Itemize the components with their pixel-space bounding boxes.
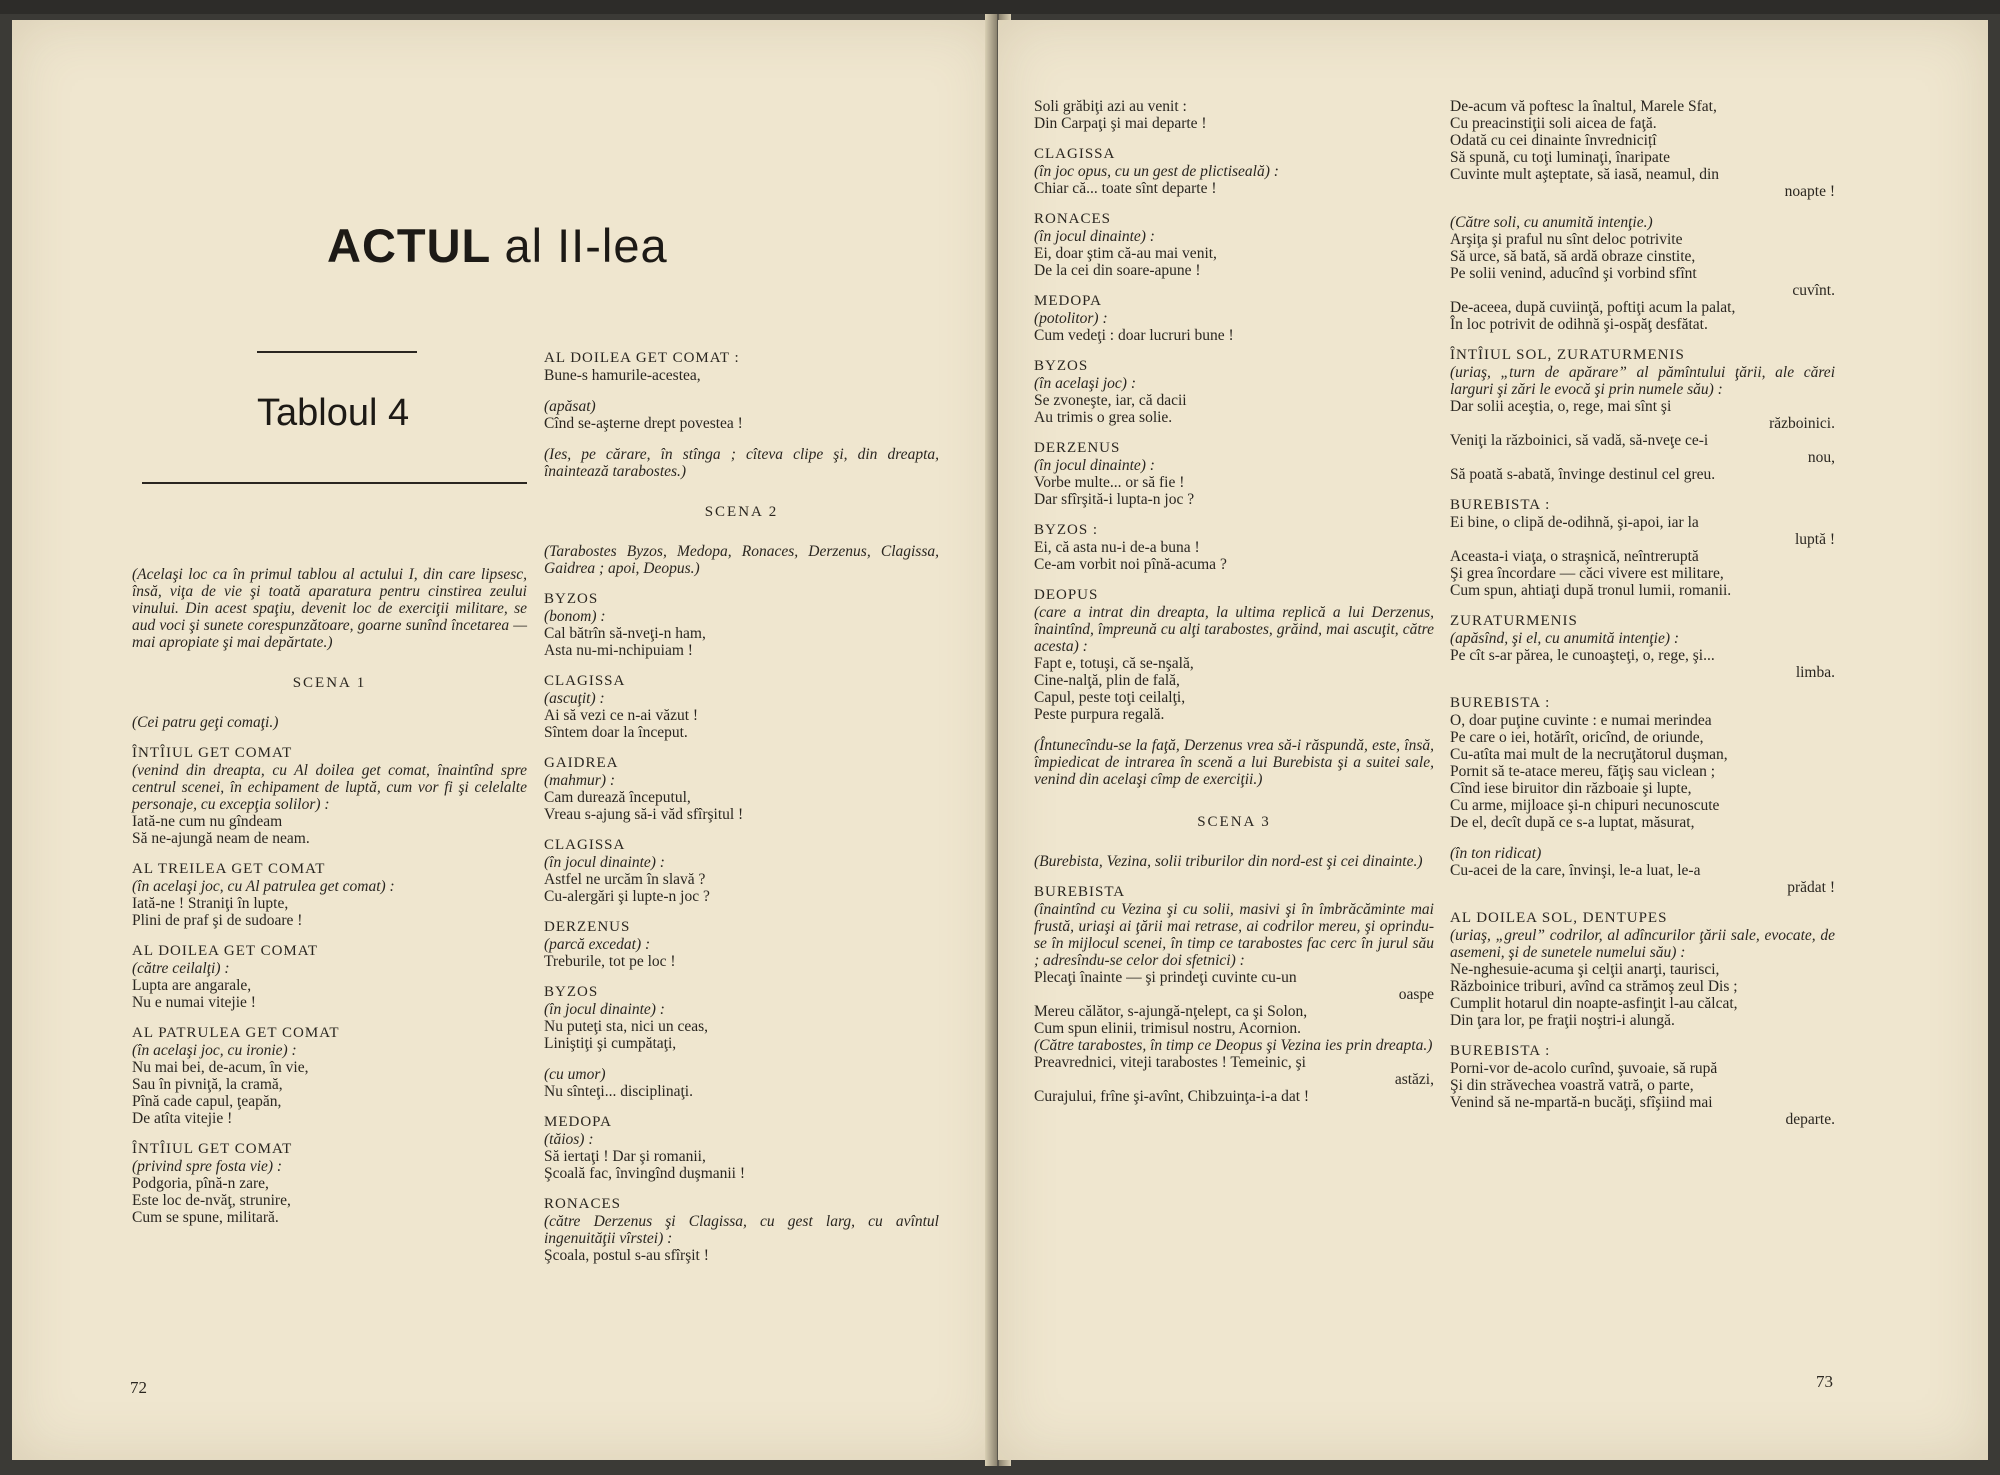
speaker-name: CLAGISSA (544, 673, 626, 689)
verse-line: Din ţara lor, pe fraţii noştri-i alungă. (1450, 1012, 1675, 1029)
verse-line: Pornit să te-atace mereu, făţiş sau viclean ; (1450, 763, 1716, 780)
verse-line: Aceasta-i viaţa, o straşnică, neîntreruptă (1450, 548, 1699, 565)
page-number-right: 73 (1816, 1372, 1833, 1391)
verse-line: Să urce, să bată, să ardă obraze cinstite, (1450, 248, 1696, 265)
dialogue-block (544, 1066, 939, 1100)
verse-line: Nu sînteţi... disciplinaţi. (544, 1083, 693, 1100)
scanner-edge (0, 0, 2000, 14)
stage-direction: (în jocul dinainte) : (544, 854, 665, 871)
stage-direction: (în acelaşi joc, cu ironie) : (132, 1042, 297, 1059)
stage-direction: (venind din dreapta, cu Al doilea get comat, înaintînd spre centrul scenei, în echipament de luptă, cum vor fi şi celelalte personaje, cu excepţia solilor) : (132, 762, 527, 813)
verse-line: Cum spun elinii, trimisul nostru, Acornion. (1034, 1020, 1301, 1037)
verse-line: Nu puteţi sta, nici un ceas, (544, 1018, 708, 1035)
scene-2-end-direction: (Întunecîndu-se la faţă, Derzenus vrea să-i răspundă, este, însă, împiedicat de intrarea în scenă a lui Burebista şi a suitei sale, venind din acelaşi cîmp de exerciţii.) (1034, 737, 1434, 788)
verse-line: Cam durează începutul, (544, 789, 691, 806)
verse-line: Porni-vor de-acolo curînd, şuvoaie, să rupă (1450, 1060, 1718, 1077)
verse-line: Cu arme, mijloace şi-n chipuri necunoscute (1450, 797, 1720, 814)
dialogue-block (1034, 587, 1434, 723)
speaker-name: GAIDREA (544, 755, 619, 771)
intro-stage-direction: (Acelaşi loc ca în primul tablou al actului I, din care lipsesc, însă, viţa de vie şi toată aparatura pentru cinstirea zeului vinului. Din acest spaţiu, devenit loc de exerciţii militare, se aud voci şi sunete corespunzătoare, goarne sunînd încetarea — mai apropiate şi mai depărtate.) (132, 566, 527, 651)
dialogue-block (544, 984, 939, 1052)
speaker-name: AL DOILEA SOL, DENTUPES (1450, 910, 1668, 926)
verse-line: Războinice triburi, avînd ca strămoş zeul Dis ; (1450, 978, 1738, 995)
verse-line: Pe solii venind, aducînd şi vorbind sfînt (1450, 265, 1697, 282)
verse-line: oaspe (1398, 986, 1434, 1003)
speaker-name: ZURATURMENIS (1450, 613, 1578, 629)
verse-line: Vorbe multe... or să fie ! (1034, 474, 1185, 491)
dialogue-block (544, 837, 939, 905)
verse-line: Şi din străvechea voastră vatră, o parte, (1450, 1077, 1694, 1094)
verse-line: Dar sfîrşită-i lupta-n joc ? (1034, 491, 1195, 508)
verse-line: noapte ! (1784, 183, 1835, 200)
stage-direction: (tăios) : (544, 1131, 594, 1148)
speaker-name: BUREBISTA : (1450, 1043, 1551, 1059)
verse-line: Pe care o iei, hotărît, oricînd, de oriunde, (1450, 729, 1704, 746)
dialogue-block (544, 398, 939, 432)
verse-line: Cînd se-aşterne drept povestea ! (544, 415, 743, 432)
stage-direction: (înaintînd cu Vezina şi cu solii, masivi şi în îmbrăcăminte mai frustă, uriaşi ai ţării mai retrase, ai codrilor mereu, şi oprindu-se în mijlocul scenei, în timp ce tarabostes fac cerc în jurul său ; adresîndu-se celor doi sfetnici) : (1034, 901, 1434, 969)
verse-line: Ei, doar ştim că-au mai venit, (1034, 245, 1217, 262)
verse-line: Ei bine, o clipă de-odihnă, şi-apoi, iar la (1450, 514, 1699, 531)
scene-2-dialogue-continued (1034, 98, 1434, 723)
dialogue-block (544, 591, 939, 659)
stage-direction: (privind spre fosta vie) : (132, 1158, 283, 1175)
stage-direction: (Către tarabostes, în timp ce Deopus şi Vezina ies prin dreapta.) (1034, 1037, 1433, 1054)
scene-3-dialogue (1450, 98, 1835, 1128)
verse-line: Pe cît s-ar părea, le cunoaşteţi, o, rege, şi... (1450, 647, 1715, 664)
scene-1-heading: SCENA 1 (292, 675, 367, 691)
verse-line: Mereu călător, s-ajungă-nţelept, ca şi Solon, (1034, 1003, 1308, 1020)
verse-line: Şcoală fac, învingînd duşmanii ! (544, 1165, 746, 1182)
verse-line: Cînd iese biruitor din războaie şi lupte, (1450, 780, 1692, 797)
page-number-left: 72 (130, 1378, 147, 1397)
verse-line: Asta nu-mi-nchipuiam ! (544, 642, 693, 659)
verse-line: Sau în pivniţă, la cramă, (132, 1076, 283, 1093)
verse-line: De atîta vitejie ! (132, 1110, 233, 1127)
verse-line: Nu e numai vitejie ! (132, 994, 256, 1011)
verse-line: Cine-nalţă, plin de fală, (1034, 672, 1180, 689)
speaker-name: ÎNTÎIUL GET COMAT (132, 745, 293, 761)
stage-direction: (în jocul dinainte) : (1034, 457, 1155, 474)
verse-line: De-acum vă poftesc la înaltul, Marele Sfat, (1450, 98, 1717, 115)
stage-direction: (uriaş, „greul” codrilor, al adîncurilor ţării sale, evocate, de asemeni, şi de sunetele numelui său) : (1450, 927, 1835, 961)
dialogue-block (132, 745, 527, 847)
verse-line: Cal bătrîn să-nveţi-n ham, (544, 625, 706, 642)
act-title (327, 218, 668, 273)
speaker-name: RONACES (1034, 211, 1112, 227)
verse-line: Bune-s hamurile-acestea, (544, 367, 701, 384)
stage-direction: (către Derzenus şi Clagissa, cu gest larg, cu avîntul ingenuităţii vîrstei) : (544, 1213, 939, 1247)
speaker-name: ÎNTÎIUL SOL, ZURATURMENIS (1450, 347, 1685, 363)
speaker-name: AL DOILEA GET COMAT (132, 943, 319, 959)
verse-line: Cu-alergări şi lupte-n joc ? (544, 888, 710, 905)
verse-line: prădat ! (1787, 879, 1835, 896)
verse-line: Şi grea încordare — căci vivere est militare, (1450, 565, 1724, 582)
verse-line: luptă ! (1794, 531, 1835, 548)
verse-line: Să ne-ajungă neam de neam. (132, 830, 310, 847)
stage-direction: (potolitor) : (1034, 310, 1108, 327)
scene-2-heading: SCENA 2 (704, 504, 779, 520)
verse-line: Venind să ne-mpartă-n bucăţi, sfîşiind mai (1450, 1094, 1713, 1111)
verse-line: Cum spun, ahtiaţi după tronul lumii, romanii. (1450, 582, 1732, 599)
verse-line: Din Carpaţi şi mai departe ! (1034, 115, 1207, 132)
verse-line: Plini de praf şi de sudoare ! (132, 912, 303, 929)
right-column-1 (1034, 98, 1434, 1119)
stage-direction: (Către soli, cu anumită intenţie.) (1450, 214, 1653, 231)
scene-3-direction: (Burebista, Vezina, solii triburilor din nord-est şi cei dinainte.) (1034, 853, 1423, 870)
verse-line: Cumplit hotarul din noapte-asfinţit l-au călcat, (1450, 995, 1738, 1012)
scene-3-heading: SCENA 3 (1197, 814, 1271, 830)
verse-line: O, doar puţine cuvinte : e numai merindea (1450, 712, 1712, 729)
verse-line: departe. (1785, 1111, 1835, 1128)
dialogue-block (1034, 522, 1434, 573)
dialogue-block (1450, 613, 1835, 681)
speaker-name: BYZOS (544, 591, 599, 607)
verse-line: Cum vedeţi : doar lucruri bune ! (1034, 327, 1234, 344)
dialogue-block (1450, 845, 1835, 896)
verse-line: Lupta are angarale, (132, 977, 252, 994)
stage-direction: (ascuţit) : (544, 690, 605, 707)
dialogue-block (1034, 211, 1434, 279)
verse-line: De el, decît după ce s-a luptat, măsurat, (1450, 814, 1695, 831)
verse-line: Iată-ne ! Straniţi în lupte, (132, 895, 289, 912)
verse-line: Cuvinte mult aşteptate, să iasă, neamul, din (1450, 166, 1720, 183)
dialogue-block (1450, 214, 1835, 333)
verse-line: Cu-acei de la care, învinşi, le-a luat, le-a (1450, 862, 1701, 879)
verse-line: Veniţi la războinici, să vadă, să-nveţe ce-i (1450, 432, 1709, 449)
verse-line: Preavrednici, viteji tarabostes ! Temeinic, şi (1034, 1054, 1306, 1071)
dialogue-block (544, 350, 939, 384)
verse-line: De-aceea, după cuviinţă, poftiţi acum la palat, (1450, 299, 1736, 316)
verse-line: Ne-nghesuie-acuma şi celţii anarţi, taurisci, (1450, 961, 1720, 978)
act-title-number: al II-lea (504, 219, 668, 272)
verse-line: Plecaţi înainte — şi prindeţi cuvinte cu-un (1034, 969, 1297, 986)
speaker-name: ÎNTÎIUL GET COMAT (132, 1141, 293, 1157)
verse-line: În loc potrivit de odihnă şi-ospăţ desfătat. (1450, 316, 1708, 333)
stage-direction: (în ton ridicat) (1450, 845, 1542, 862)
dialogue-block (544, 673, 939, 741)
title-rule-top (257, 351, 417, 353)
verse-line: Iată-ne cum nu gîndeam (132, 813, 283, 830)
verse-line: Cu preacinstiţii soli aicea de faţă. (1450, 115, 1657, 132)
verse-line: Ei, că asta nu-i de-a buna ! (1034, 539, 1200, 556)
speaker-name: BYZOS : (1034, 522, 1099, 538)
verse-line: Podgoria, pînă-n zare, (132, 1175, 269, 1192)
stage-direction: (care a intrat din dreapta, la ultima replică a lui Derzenus, înaintînd, împreună cu alţi tarabostes, grăind, mai ascuţit, către acesta) : (1034, 604, 1434, 655)
verse-line: Sîntem doar la început. (544, 724, 688, 741)
scene-1-dialogue-end (544, 350, 939, 480)
verse-line: Liniştiţi şi cumpătaţi, (544, 1035, 677, 1052)
stage-direction: (apăsat) (544, 398, 596, 415)
verse-lines (1034, 1054, 1434, 1105)
speaker-name: MEDOPA (544, 1114, 612, 1130)
speaker-name: DERZENUS (1034, 440, 1121, 456)
speaker-name: AL PATRULEA GET COMAT (132, 1025, 340, 1041)
burebista-speech (1034, 884, 1434, 1105)
verse-line: Curajului, frîne şi-avînt, Chibzuinţa-i-a dat ! (1034, 1088, 1310, 1105)
dialogue-block (1450, 910, 1835, 1029)
dialogue-block (544, 446, 939, 480)
verse-line: limba. (1795, 664, 1835, 681)
stage-direction: (către ceilalţi) : (132, 960, 230, 977)
verse-line: Ai să vezi ce n-ai văzut ! (544, 707, 699, 724)
verse-line: Arşiţa şi praful nu sînt deloc potrivite (1450, 231, 1683, 248)
dialogue-block (544, 1196, 939, 1264)
speaker-name: CLAGISSA (544, 837, 626, 853)
title-rule-bottom (142, 482, 527, 484)
left-column-1 (132, 566, 527, 1240)
dialogue-block (1034, 146, 1434, 197)
stage-direction: (mahmur) : (544, 772, 616, 789)
speaker-name: BUREBISTA (1034, 884, 1126, 900)
verse-line: Astfel ne urcăm în slavă ? (544, 871, 706, 888)
dialogue-block (1450, 695, 1835, 831)
speaker-name: MEDOPA (1034, 293, 1102, 309)
scene-1-dialogue (132, 745, 527, 1226)
verse-line: Se zvoneşte, iar, că dacii (1034, 392, 1187, 409)
tableau-title: Tabloul 4 (257, 392, 410, 434)
dialogue-block (1034, 358, 1434, 426)
dialogue-block (1450, 1043, 1835, 1128)
stage-direction: (cu umor) (544, 1066, 606, 1083)
stage-direction: (în acelaşi joc) : (1034, 375, 1137, 392)
verse-line: Să poată s-abată, învinge destinul cel greu. (1450, 466, 1716, 483)
verse-line: Treburile, tot pe loc ! (544, 953, 676, 970)
verse-line: Fapt e, totuşi, că se-nşală, (1034, 655, 1194, 672)
verse-line: Şcoala, postul s-au sfîrşit ! (544, 1247, 709, 1264)
verse-line: Nu mai bei, de-acum, în vie, (132, 1059, 309, 1076)
verse-line: cuvînt. (1792, 282, 1835, 299)
verse-line: Vreau s-ajung să-i văd sfîrşitul ! (544, 806, 744, 823)
speaker-name: CLAGISSA (1034, 146, 1116, 162)
act-title-word: ACTUL (327, 219, 491, 272)
verse-line: Este loc de-nvăţ, strunire, (132, 1192, 291, 1209)
left-page (12, 20, 997, 1460)
dialogue-block (1450, 347, 1835, 483)
scene-1-direction: (Cei patru geţi comaţi.) (132, 714, 279, 731)
speaker-name: BYZOS (544, 984, 599, 1000)
dialogue-block (132, 1141, 527, 1226)
dialogue-block (1034, 293, 1434, 344)
verse-line: De la cei din soare-apune ! (1034, 262, 1201, 279)
stage-direction: (în acelaşi joc, cu Al patrulea get comat) : (132, 878, 395, 895)
speaker-name: AL DOILEA GET COMAT : (544, 350, 740, 366)
verse-line: Soli grăbiţi azi au venit : (1034, 98, 1187, 115)
stage-direction: (în jocul dinainte) : (1034, 228, 1155, 245)
speaker-name: RONACES (544, 1196, 622, 1212)
verse-line: Pînă cade capul, ţeapăn, (132, 1093, 282, 1110)
dialogue-block (544, 1114, 939, 1182)
stage-direction: (apăsînd, şi el, cu anumită intenţie) : (1450, 630, 1680, 647)
verse-line: Odată cu cei dinainte învrednicițî (1450, 132, 1657, 149)
dialogue-block (132, 943, 527, 1011)
stage-direction: (în jocul dinainte) : (544, 1001, 665, 1018)
scene-2-direction: (Tarabostes Byzos, Medopa, Ronaces, Derzenus, Clagissa, Gaidrea ; apoi, Deopus.) (544, 543, 939, 577)
dialogue-block (132, 861, 527, 929)
dialogue-block (1034, 98, 1434, 132)
dialogue-block (132, 1025, 527, 1127)
verse-line: războinici. (1769, 415, 1835, 432)
verse-line: Peste purpura regală. (1034, 706, 1165, 723)
verse-line: Au trimis o grea solie. (1034, 409, 1173, 426)
dialogue-block (1034, 440, 1434, 508)
verse-lines (1034, 969, 1434, 1037)
speaker-name: DERZENUS (544, 919, 631, 935)
dialogue-block (544, 755, 939, 823)
verse-line: Dar solii aceştia, o, rege, mai sînt şi (1450, 398, 1672, 415)
stage-direction: (în joc opus, cu un gest de plictiseală) : (1034, 163, 1279, 180)
verse-line: Ce-am vorbit noi pînă-acuma ? (1034, 556, 1227, 573)
verse-line: nou, (1807, 449, 1835, 466)
stage-direction: (Ies, pe cărare, în stînga ; cîteva clipe şi, din dreapta, înaintează tarabostes.) (544, 446, 939, 480)
speaker-name: AL TREILEA GET COMAT (132, 861, 326, 877)
verse-line: Să spună, cu toţi luminaţi, înaripate (1450, 149, 1670, 166)
verse-line: Chiar că... toate sînt departe ! (1034, 180, 1217, 197)
stage-direction: (bonom) : (544, 608, 606, 625)
verse-line: astăzi, (1394, 1071, 1434, 1088)
verse-line: Capul, peste toţi ceilalţi, (1034, 689, 1186, 706)
dialogue-block (544, 919, 939, 970)
speaker-name: BUREBISTA : (1450, 695, 1551, 711)
verse-line: Să iertaţi ! Dar şi romanii, (544, 1148, 706, 1165)
verse-line: Cum se spune, militară. (132, 1209, 279, 1226)
dialogue-block (1450, 98, 1835, 200)
dialogue-block (1450, 497, 1835, 599)
scene-2-dialogue (544, 591, 939, 1264)
stage-direction: (parcă excedat) : (544, 936, 651, 953)
right-column-2 (1450, 98, 1835, 1142)
speaker-name: BYZOS (1034, 358, 1089, 374)
speaker-name: BUREBISTA : (1450, 497, 1551, 513)
left-column-2 (544, 350, 939, 1278)
stage-direction: (uriaş, „turn de apărare” al pămîntului ţării, ale cărei larguri şi zări le evocă şi prin numele său) : (1450, 364, 1835, 398)
verse-line: Cu-atîta mai mult de la necruţătorul duşman, (1450, 746, 1728, 763)
right-page (998, 20, 1988, 1460)
speaker-name: DEOPUS (1034, 587, 1099, 603)
